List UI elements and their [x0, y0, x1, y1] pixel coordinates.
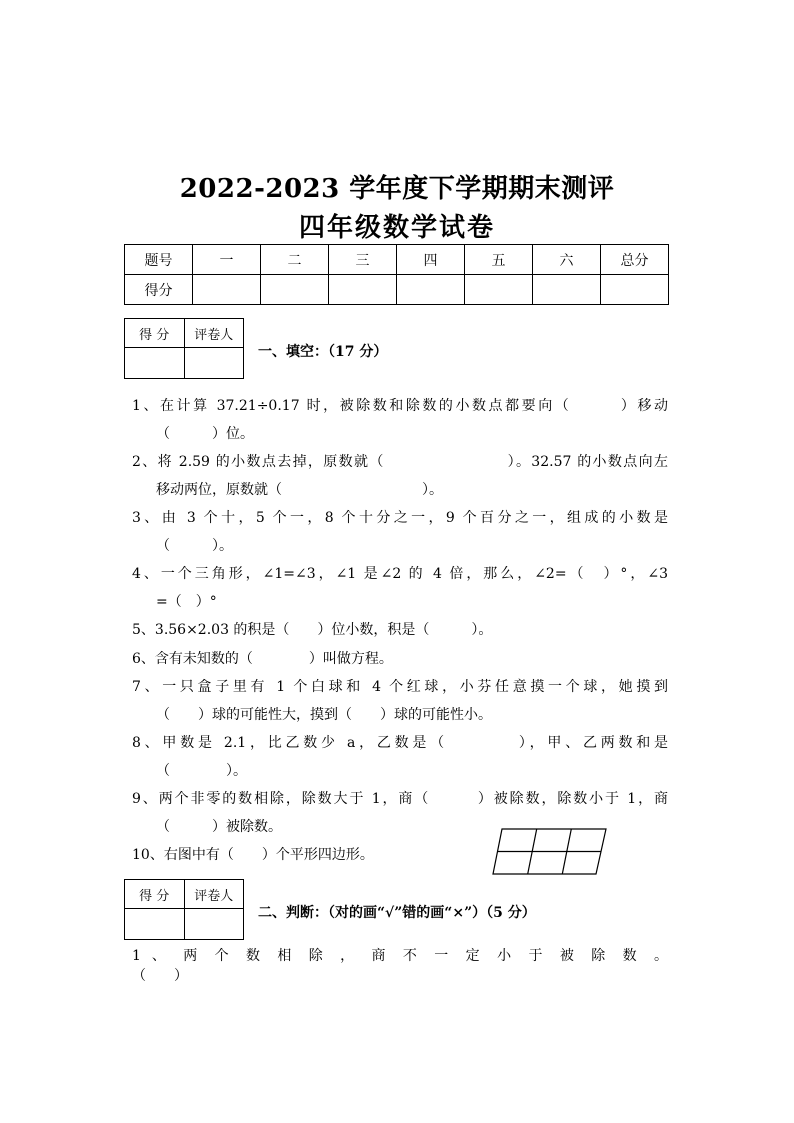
grader-box-section1 [124, 318, 244, 379]
grader-name-cell [184, 348, 244, 379]
score-header-cell: 题号 [125, 245, 193, 275]
score-cell [193, 275, 261, 305]
question-1-3 [132, 504, 668, 560]
grader-score-label: 得 分 [125, 880, 185, 909]
question-line: 9、两个非零的数相除，除数大于 1，商（ ）被除数，除数小于 1，商 [132, 791, 668, 807]
question-1-6 [132, 645, 668, 673]
parallelogram-grid-figure [490, 826, 610, 878]
question-1-4 [132, 560, 668, 616]
question-line: 5、3.56×2.03 的积是（ ）位小数，积是（ ）。 [132, 622, 493, 638]
question-line: 4、一个三角形，∠1=∠3，∠1 是∠2 的 4 倍，那么，∠2=（ ）°，∠3 [132, 566, 668, 582]
score-cell [261, 275, 329, 305]
score-table-header-row [125, 245, 669, 275]
score-table [124, 244, 669, 305]
question-line: 10、右图中有（ ）个平形四边形。 [132, 847, 374, 863]
grader-score-cell [125, 348, 185, 379]
question-line: 6、含有未知数的（ ）叫做方程。 [132, 651, 393, 667]
question-1-5 [132, 616, 668, 644]
grader-name-label: 评卷人 [184, 880, 244, 909]
question-1-7 [132, 673, 668, 729]
score-cell [465, 275, 533, 305]
question-line: 移动两位，原数就（ ）。 [156, 482, 443, 498]
question-line: =（ ）° [156, 594, 217, 610]
question-line: 8、甲数是 2.1，比乙数少 a，乙数是（ ），甲、乙两数和是 [132, 735, 668, 751]
grader-name-label: 评卷人 [184, 319, 244, 348]
question-1-1 [132, 392, 668, 448]
question-line: （ ）。 [156, 763, 247, 779]
score-header-cell: 三 [329, 245, 397, 275]
score-cell [397, 275, 465, 305]
question-line: 7、一只盒子里有 1 个白球和 4 个红球，小芬任意摸一个球，她摸到 [132, 679, 668, 695]
question-line: 1、在计算 37.21÷0.17 时，被除数和除数的小数点都要向（ ）移动 [132, 398, 668, 414]
score-cell [601, 275, 669, 305]
question-line: （ ）位。 [156, 426, 254, 442]
score-header-cell: 二 [261, 245, 329, 275]
score-cell [533, 275, 601, 305]
score-header-cell: 六 [533, 245, 601, 275]
question-line: （ ） [132, 968, 188, 984]
question-2-1 [132, 942, 668, 990]
grader-name-cell [184, 909, 244, 940]
question-line: 2、将 2.59 的小数点去掉，原数就（ ）。32.57 的小数点向左 [132, 454, 668, 470]
grader-score-label: 得 分 [125, 319, 185, 348]
question-line: 3、由 3 个十，5 个一，8 个十分之一，9 个百分之一，组成的小数是 [132, 510, 668, 526]
section1-title: 一、填空：（17 分） [258, 344, 388, 360]
score-table-score-row [125, 275, 669, 305]
exam-subtitle: 四年级数学试卷 [298, 213, 495, 243]
score-cell [329, 275, 397, 305]
grader-box-section2 [124, 879, 244, 940]
question-line: （ ）球的可能性大，摸到（ ）球的可能性小。 [156, 707, 492, 723]
question-line: （ ）被除数。 [156, 819, 282, 835]
score-row-label: 得分 [125, 275, 193, 305]
section2-title: 二、判断：（对的画“√”错的画“×”）（5 分） [258, 905, 536, 921]
question-1-2 [132, 448, 668, 504]
question-line: （ ）。 [156, 538, 233, 554]
question-line: 1 、 两 个 数 相 除 ， 商 不 一 定 小 于 被 除 数 。 [132, 948, 668, 964]
exam-title: 2022-2023 学年度下学期期末测评 [179, 174, 615, 204]
score-header-cell: 四 [397, 245, 465, 275]
question-1-8 [132, 729, 668, 785]
grader-score-cell [125, 909, 185, 940]
score-header-cell: 总分 [601, 245, 669, 275]
score-header-cell: 一 [193, 245, 261, 275]
score-header-cell: 五 [465, 245, 533, 275]
